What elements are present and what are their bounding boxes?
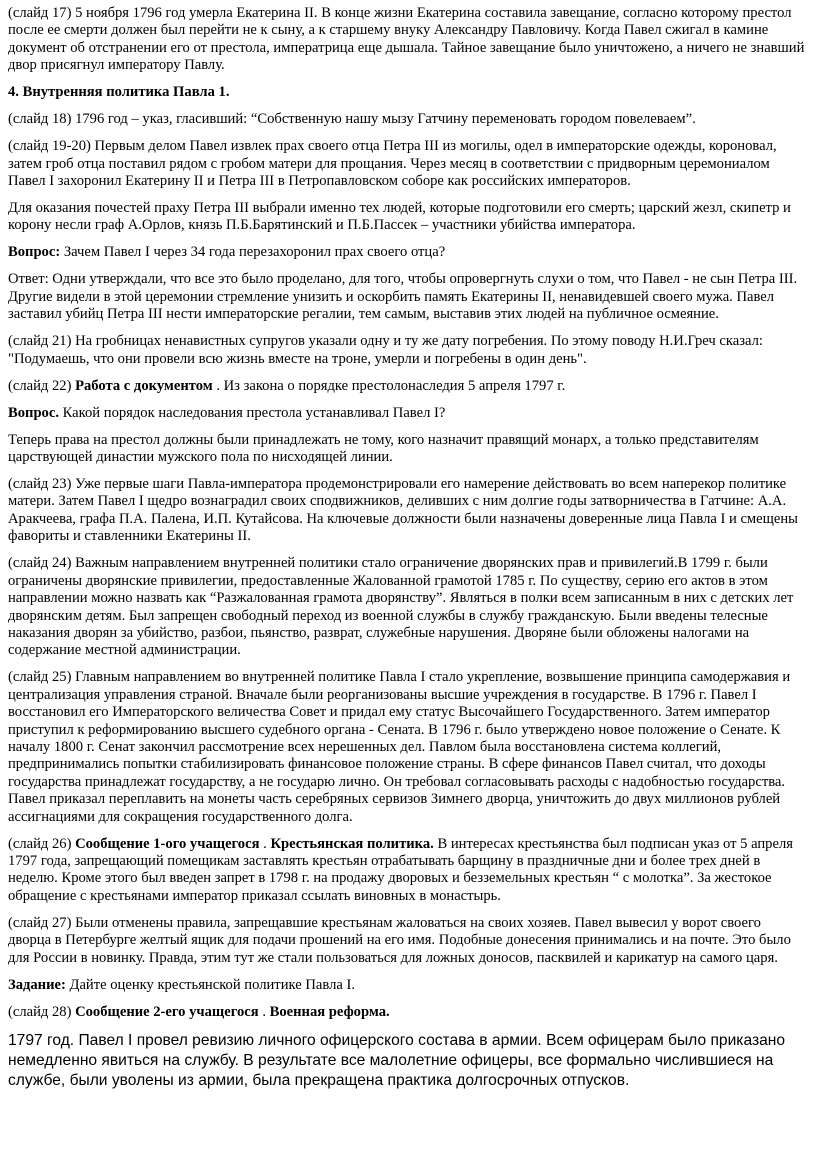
slide-22-bold: Работа с документом: [75, 377, 213, 394]
task-label: Задание:: [8, 976, 66, 993]
paragraph-slide-25: (слайд 25) Главным направлением во внутренней политике Павла I стало укрепление, возвышение принципа самодержавия и централизация управления страной. Вначале были реорганизованы высшие учреждения в государстве. В 1796 г. Павел I восстановил его Императорского величества Совет и придал ему статус Высочайшего Государственного. Затем император приступил к реформированию высшего судебного органа - Сената. В 1796 г. было утверждено новое положение о Сенате. К началу 1800 г. Сенат закончил рассмотрение всех нерешенных дел. Павлом была восстановлена система коллегий, предпринимались попытки стабилизировать финансовое положение страны. В сфере финансов Павел считал, что доходы государства принадлежат государству, а не государю лично. Он требовал согласовывать расходы с надобностью государства. Павел приказал переплавить на монеты часть серебряных сервизов Зимнего дворца, уничтожить до двух миллионов рублей ассигнациями для сокращения государственного долга.: [8, 669, 791, 825]
slide-28-bold-2: Военная реформа.: [269, 1003, 390, 1020]
slide-22-rest: . Из закона о порядке престолонаследия 5 апреля 1797 г.: [212, 377, 566, 394]
slide-26-rest: В интересах крестьянства был подписан указ от 5 апреля 1797 года, запрещающий помещикам заставлять крестьян отрабатывать барщину в праздничные дни и более трех дней в неделю. Кроме этого был введен запрет в 1798 г. на продажу дворовых и безземельных крестьян “ с молотка”. За жестокое обращение с крестьянами император приказал ссылать виновных в монастырь.: [8, 835, 793, 904]
paragraph-slide-17: (слайд 17) 5 ноября 1796 год умерла Екатерина II. В конце жизни Екатерина составила завещание, согласно которому престол после ее смерти должен был перейти не к сыну, а к старшему внуку Александру Павловичу. Когда Павел сжигал в камине документ об отстранении его от престола, императрица еще дышала. Тайное завещание было уничтожено, а ничего не знавший двор присягнул императору Павлу.: [8, 5, 805, 74]
question-2-label: Вопрос.: [8, 404, 59, 421]
slide-28-bold-1: Сообщение 2-его учащегося: [75, 1003, 259, 1020]
slide-26-separator: .: [259, 835, 271, 852]
paragraph-military-reform: 1797 год. Павел I провел ревизию личного офицерского состава в армии. Всем офицерам было приказано немедленно явиться на службу. В результате все малолетние офицеры, все формально числившиеся на службе, были уволены из армии, была прекращена практика долгосрочных отпусков.: [8, 1031, 786, 1090]
paragraph-slide-18: (слайд 18) 1796 год – указ, гласивший: “Собственную нашу мызу Гатчину переменовать городом повелеваем”.: [8, 111, 696, 128]
paragraph-slide-21: (слайд 21) На гробницах ненавистных супругов указали одну и ту же дату погребения. По этому поводу Н.И.Греч сказал: "Подумаешь, что они провели всю жизнь вместе на троне, умерли и погребены в один день".: [8, 333, 763, 367]
slide-28-prefix: (слайд 28): [8, 1003, 76, 1020]
slide-28-separator: .: [258, 1003, 270, 1020]
question-2-text: Какой порядок наследования престола устанавливал Павел I?: [58, 404, 446, 421]
paragraph-slide-22: [8, 378, 806, 395]
section-heading: 4. Внутренняя политика Павла 1.: [8, 84, 230, 101]
paragraph-slide-28: [8, 1004, 806, 1021]
paragraph-honors: Для оказания почестей праху Петра III выбрали именно тех людей, которые подготовили его смерть; царский жезл, скипетр и корону несли граф А.Орлов, князь П.Б.Барятинский и П.Б.Пассек – участники убийства императора.: [8, 200, 791, 234]
paragraph-slide-23: (слайд 23) Уже первые шаги Павла-императора продемонстрировали его намерение действовать во всем наперекор политике матери. Затем Павел I щедро вознаградил своих сподвижников, деливших с ним долгие годы затворничества в Гатчине: А.А. Аракчеева, графа П.А. Палена, И.П. Кутайсова. На ключевые должности были назначены доверенные лица Павла I и смещены фавориты и ставленники Екатерины II.: [8, 476, 798, 545]
paragraph-slide-24: (слайд 24) Важным направлением внутренней политики стало ограничение дворянских прав и привилегий.В 1799 г. были ограничены дворянские привилегии, предоставленные Жалованной грамотой 1785 г. По существу, серию его актов в этом направлении можно назвать как “Разжалованная грамота дворянству”. Являться в полки всем записанным в них с детских лет дворянским детям. Был запрещен свободный переход из военной службы в службу гражданскую. Были введены телесные наказания дворян за убийство, разбои, пьянство, разврат, служебные нарушения. Дворяне были обложены налогами на содержание местной администрации.: [8, 555, 794, 659]
question-1-text: Зачем Павел I через 34 года перезахоронил прах своего отца?: [60, 244, 446, 261]
slide-26-bold-2: Крестьянская политика.: [270, 835, 434, 852]
question-1: [8, 244, 806, 261]
paragraph-slide-19-20: (слайд 19-20) Первым делом Павел извлек прах своего отца Петра III из могилы, одел в императорские одежды, короновал, затем гроб отца поставил рядом с гробом матери для прощания. Через месяц в соответствии с придворным церемониалом Павел I захоронил Екатерину II и Петра III в Петропавловском соборе как российских императоров.: [8, 138, 777, 190]
paragraph-succession: Теперь права на престол должны были принадлежать не тому, кого назначит правящий монарх, а только представителям царствующей династии мужского пола по нисходящей линии.: [8, 431, 759, 466]
paragraph-slide-27: (слайд 27) Были отменены правила, запрещавшие крестьянам жаловаться на своих хозяев. Павел вывесил у ворот своего дворца в Петербурге желтый ящик для подачи прошений на его имя. Подобные донесения принимались и на почте. Это было для России в новинку. Правда, этим тут же стали пользоваться для ложных доносов, пасквилей и карикатур на самого царя.: [8, 914, 791, 966]
slide-22-prefix: (слайд 22): [8, 377, 76, 394]
paragraph-slide-26: [8, 836, 806, 906]
question-1-label: Вопрос:: [8, 244, 61, 261]
question-2: [8, 405, 806, 422]
slide-26-prefix: (слайд 26): [8, 835, 76, 852]
slide-26-bold-1: Сообщение 1-ого учащегося: [75, 835, 260, 852]
task-paragraph: [8, 977, 806, 994]
answer-paragraph: Ответ: Одни утверждали, что все это было проделано, для того, чтобы опровергнуть слухи о том, что Павел - не сын Петра III. Другие видели в этой церемонии стремление унизить и оскорбить память Екатерины II, ненавидевшей своего мужа. Павел заставил убийц Петра III нести императорские регалии, тем самым, выставив этих людей на публичное осмеяние.: [8, 271, 798, 323]
task-text: Дайте оценку крестьянской политике Павла I.: [65, 976, 355, 993]
